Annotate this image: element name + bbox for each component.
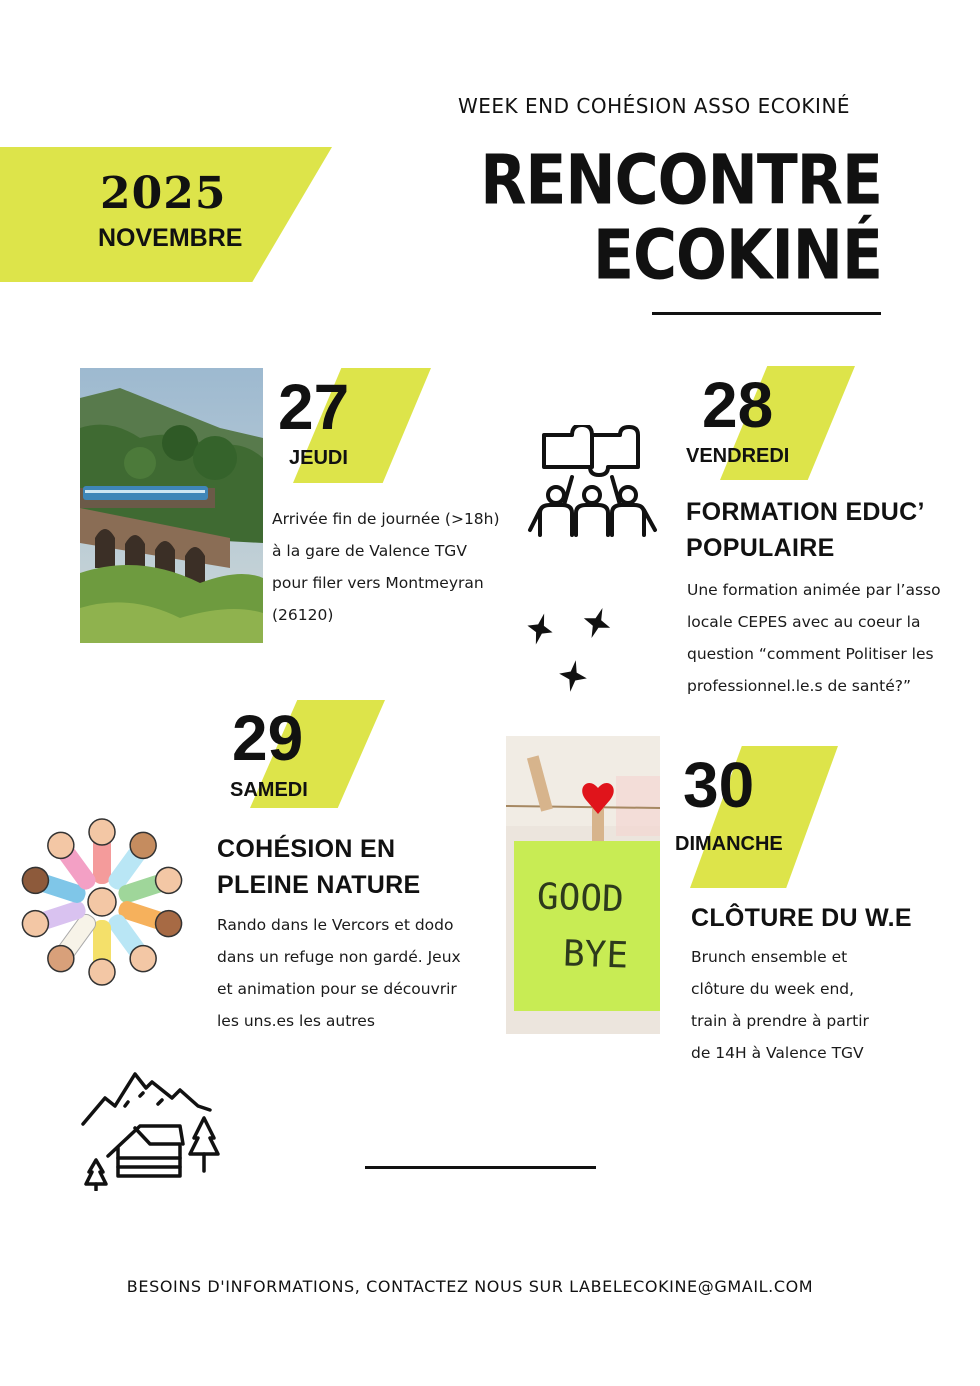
day-27-name: JEUDI [289, 447, 348, 469]
day-29-name: SAMEDI [230, 779, 308, 801]
text-line: Une formation animée par l’asso [687, 581, 941, 599]
text-line: (26120) [272, 606, 334, 624]
teamwork-puzzle-icon [520, 425, 665, 544]
text-line: Rando dans le Vercors et dodo [217, 916, 454, 934]
contact-footer: BESOINS D'INFORMATIONS, CONTACTEZ NOUS SUR LABELECOKINE@GMAIL.COM [126, 1277, 814, 1296]
page-title-line2: ECOKINÉ [592, 215, 882, 296]
day-28-heading [686, 494, 925, 566]
train-viaduct-photo [80, 368, 263, 643]
goodbye-note-photo [506, 736, 660, 1034]
day-27-description [272, 503, 500, 631]
day-29-number: 29 [232, 702, 304, 774]
text-line: locale CEPES avec au coeur la [687, 613, 921, 631]
text-line: dans un refuge non gardé. Jeux [217, 948, 461, 966]
heading-line: FORMATION EDUC’ [686, 498, 925, 526]
text-line: Brunch ensemble et [691, 948, 848, 966]
event-subtitle: WEEK END COHÉSION ASSO ECOKINÉ [458, 94, 851, 118]
month-label: NOVEMBRE [98, 224, 243, 252]
year-label: 2025 [100, 168, 227, 219]
text-line: de 14H à Valence TGV [691, 1044, 864, 1062]
sparkle-stars-icon [525, 605, 620, 704]
day-29-description [217, 909, 461, 1037]
text-line: question “comment Politiser les [687, 645, 934, 663]
day-30-description [691, 941, 869, 1069]
text-line: pour filer vers Montmeyran [272, 574, 484, 592]
heading-line: CLÔTURE DU W.E [691, 904, 912, 932]
text-line: Arrivée fin de journée (>18h) [272, 510, 500, 528]
text-line: les uns.es les autres [217, 1012, 375, 1030]
mountain-cabin-icon [80, 1066, 220, 1195]
group-circle-illustration [12, 812, 192, 996]
day-27-number: 27 [278, 371, 350, 443]
heading-line: POPULAIRE [686, 534, 835, 562]
day-30-number: 30 [683, 749, 755, 821]
heading-line: COHÉSION EN [217, 835, 396, 863]
text-line: à la gare de Valence TGV [272, 542, 467, 560]
bottom-divider [365, 1166, 596, 1169]
day-30-name: DIMANCHE [675, 833, 783, 855]
text-line: et animation pour se découvrir [217, 980, 457, 998]
text-line: professionnel.le.s de santé?” [687, 677, 912, 695]
text-line: clôture du week end, [691, 980, 855, 998]
day-30-heading [691, 900, 912, 936]
day-29-heading [217, 831, 420, 903]
day-28-description [687, 574, 941, 702]
text-line: train à prendre à partir [691, 1012, 869, 1030]
day-28-name: VENDREDI [686, 445, 790, 467]
title-divider [652, 312, 881, 315]
note-text [534, 869, 631, 984]
page-title-line1: RENCONTRE [480, 140, 882, 221]
note-line: GOOD [536, 876, 625, 921]
heading-line: PLEINE NATURE [217, 871, 421, 899]
note-line: BYE [562, 933, 629, 977]
day-28-number: 28 [702, 369, 774, 441]
